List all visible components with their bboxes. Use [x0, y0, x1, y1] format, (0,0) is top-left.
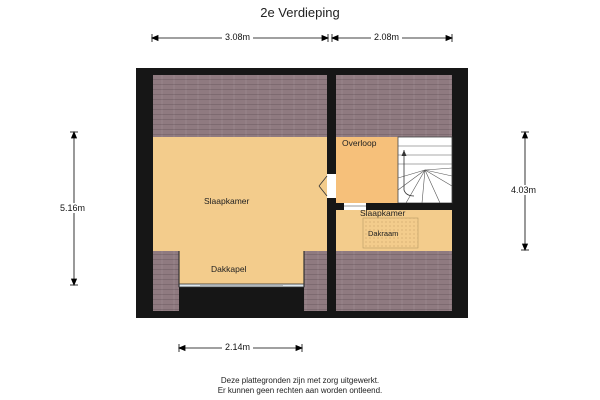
- dimension-label-top-right: 2.08m: [371, 32, 402, 42]
- dimension-label-top-left: 3.08m: [222, 32, 253, 42]
- dimension-label-left: 5.16m: [57, 203, 88, 213]
- room-label-slaapkamer-right: Slaapkamer: [360, 208, 406, 218]
- roof-right-bottom: [336, 251, 452, 311]
- room-label-dakkapel: Dakkapel: [211, 264, 247, 274]
- dimension-label-right: 4.03m: [508, 185, 539, 195]
- dimension-label-bottom: 2.14m: [222, 342, 253, 352]
- roof-left-bottom-b: [304, 251, 327, 311]
- floor-title: 2e Verdieping: [260, 5, 340, 20]
- slaapkamer-left-floor: [153, 137, 327, 251]
- disclaimer-line-1: Deze plattegronden zijn met zorg uitgewerkt.: [220, 376, 380, 385]
- room-label-overloop: Overloop: [342, 138, 377, 148]
- roof-left-top: [153, 75, 327, 137]
- disclaimer: [0, 376, 600, 396]
- disclaimer-line-2: Er kunnen geen rechten aan worden ontleend.: [217, 386, 383, 395]
- room-label-dakraam: Dakraam: [368, 229, 399, 238]
- roof-right-top: [336, 75, 452, 137]
- room-label-slaapkamer-left: Slaapkamer: [204, 196, 250, 206]
- roof-left-bottom-a: [153, 251, 179, 311]
- staircase: [398, 137, 452, 203]
